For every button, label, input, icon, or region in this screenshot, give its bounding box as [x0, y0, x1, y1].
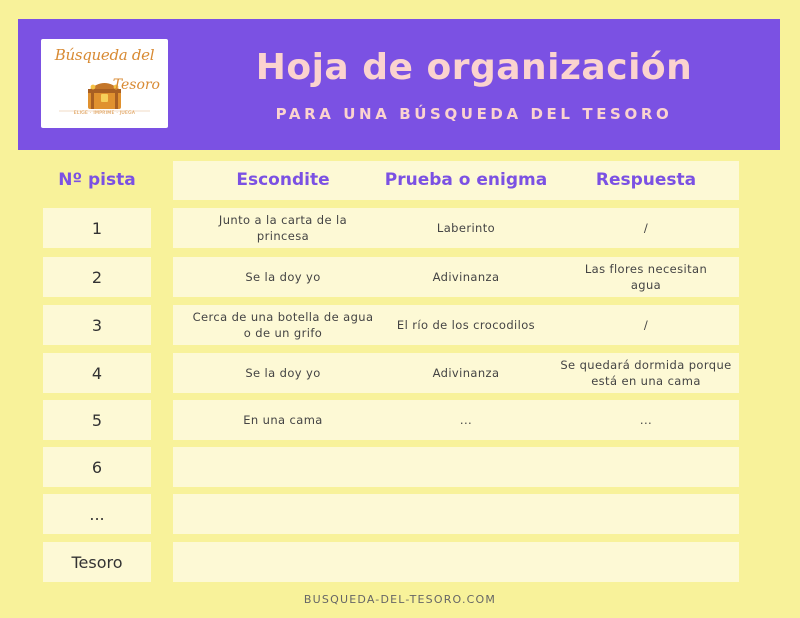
challenge-cell [371, 542, 561, 582]
row-number-cell: 3 [43, 305, 151, 345]
logo-tagline: ELIGE · IMPRIME · JUEGA [73, 111, 136, 116]
answer-cell: / [643, 318, 649, 332]
challenge-cell: El río de los crocodilos [396, 318, 536, 332]
challenge-cell: Laberinto [436, 221, 496, 235]
hiding-cell [193, 542, 373, 582]
brand-logo[interactable] [41, 39, 168, 128]
page-title: Hoja de organización [255, 47, 693, 88]
page-subtitle: PARA UNA BÚSQUEDA DEL TESORO [275, 105, 673, 123]
column-header-hiding: Escondite [236, 170, 330, 190]
row-number-cell: ... [43, 494, 151, 534]
answer-cell: ... [639, 413, 653, 427]
challenge-cell [371, 494, 561, 534]
row-number-cell: 4 [43, 353, 151, 393]
row-number-cell: 6 [43, 447, 151, 487]
table-row [173, 208, 739, 248]
table-row [173, 305, 739, 345]
answer-cell: Las flores necesitan agua [584, 262, 708, 292]
hiding-cell: Cerca de una botella de agua o de un grifo [192, 310, 374, 340]
column-header-challenge: Prueba o enigma [384, 170, 548, 190]
hiding-cell [193, 494, 373, 534]
table-row [173, 542, 739, 582]
challenge-cell: Adivinanza [432, 270, 500, 284]
footer-website[interactable]: BUSQUEDA-DEL-TESORO.COM [303, 593, 497, 606]
table-row [173, 494, 739, 534]
table-row [173, 257, 739, 297]
hiding-cell [193, 447, 373, 487]
row-number-cell: 2 [43, 257, 151, 297]
header-banner [18, 19, 780, 150]
hiding-cell: En una cama [243, 413, 323, 427]
table-row [173, 400, 739, 440]
hiding-cell: Se la doy yo [245, 270, 321, 284]
hiding-cell: Se la doy yo [245, 366, 321, 380]
logo-text-line2: Tesoro [112, 77, 160, 93]
column-header-bar [173, 161, 739, 200]
challenge-cell: ... [459, 413, 473, 427]
answer-cell: Se quedará dormida porque está en una cama [560, 358, 732, 388]
column-header-answer: Respuesta [595, 170, 697, 190]
answer-cell: / [643, 221, 649, 235]
hiding-cell: Junto a la carta de la princesa [218, 213, 348, 243]
row-number-cell: Tesoro [43, 542, 151, 582]
column-header-num: Nº pista [58, 170, 136, 190]
answer-cell [553, 447, 739, 487]
answer-cell [553, 542, 739, 582]
table-row [173, 353, 739, 393]
row-number-cell: 5 [43, 400, 151, 440]
answer-cell [553, 494, 739, 534]
logo-text-line1: Búsqueda del [54, 46, 155, 64]
row-number-cell: 1 [43, 208, 151, 248]
challenge-cell [371, 447, 561, 487]
challenge-cell: Adivinanza [432, 366, 500, 380]
table-row [173, 447, 739, 487]
